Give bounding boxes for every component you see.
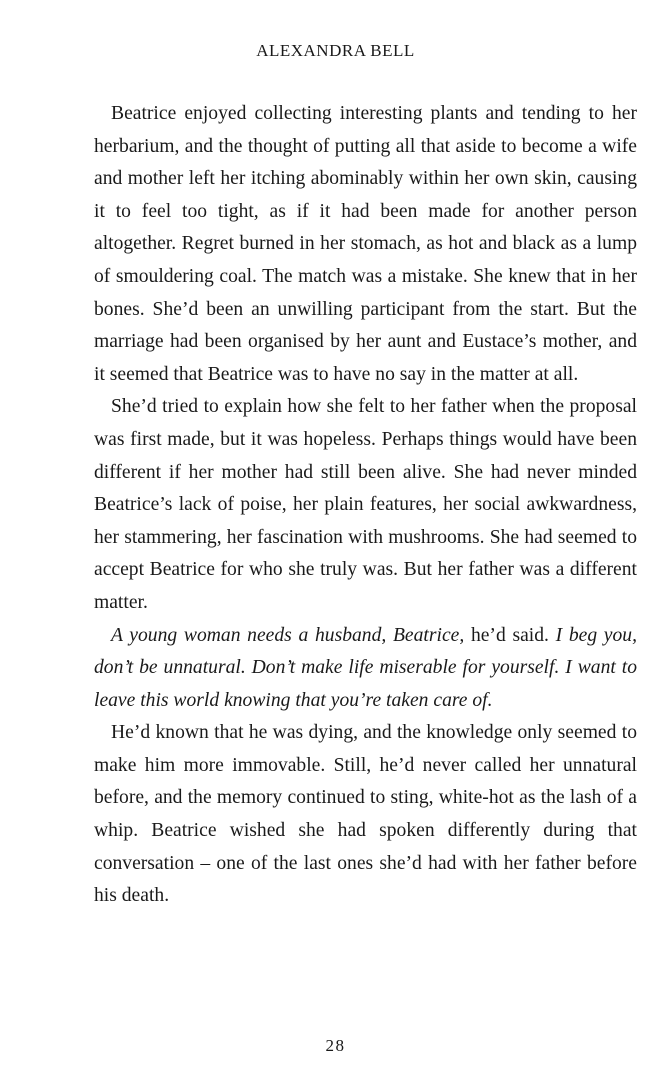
page-number: 28 bbox=[325, 1036, 346, 1055]
paragraph-3-attribution: he’d said. bbox=[464, 624, 556, 646]
running-head: ALEXANDRA BELL bbox=[256, 41, 415, 60]
paragraph-3 bbox=[94, 620, 637, 718]
paragraph-3-quote-2: I beg you, don’t be unnatural. Don’t make life miserable for yourself. I want to leave this world knowing that you’re taken care of. bbox=[94, 624, 637, 711]
paragraph-1: Beatrice enjoyed collecting interesting plants and tending to her herbarium, and the thought of putting all that aside to become a wife and mother left her itching abominably within her own skin, causing it to feel too tight, as if it had been made for another person altogether. Regret burned in her stomach, as hot and black as a lump of smouldering coal. The match was a mistake. She knew that in her bones. She’d been an unwilling participant from the start. But the marriage had been organised by her aunt and Eustace’s mother, and it seemed that Beatrice was to have no say in the matter at all. bbox=[94, 103, 637, 385]
paragraph-3-quote-1: A young woman needs a husband, Beatrice, bbox=[111, 624, 465, 646]
body-text bbox=[94, 98, 637, 913]
paragraph-2: She’d tried to explain how she felt to her father when the proposal was first made, but it was hopeless. Perhaps things would have been different if her mother had still been alive. She had never minded Beatrice’s lack of poise, her plain features, her social awkwardness, her stammering, her fascination with mushrooms. She had seemed to accept Beatrice for who she truly was. But her father was a different matter. bbox=[94, 396, 637, 613]
paragraph-4: He’d known that he was dying, and the knowledge only seemed to make him more immovable. Still, he’d never called her unnatural before, and the memory continued to sting, white-hot as the lash of a whip. Beatrice wished she had spoken differently during that conversation – one of the last ones she’d had with her father before his death. bbox=[94, 722, 637, 907]
